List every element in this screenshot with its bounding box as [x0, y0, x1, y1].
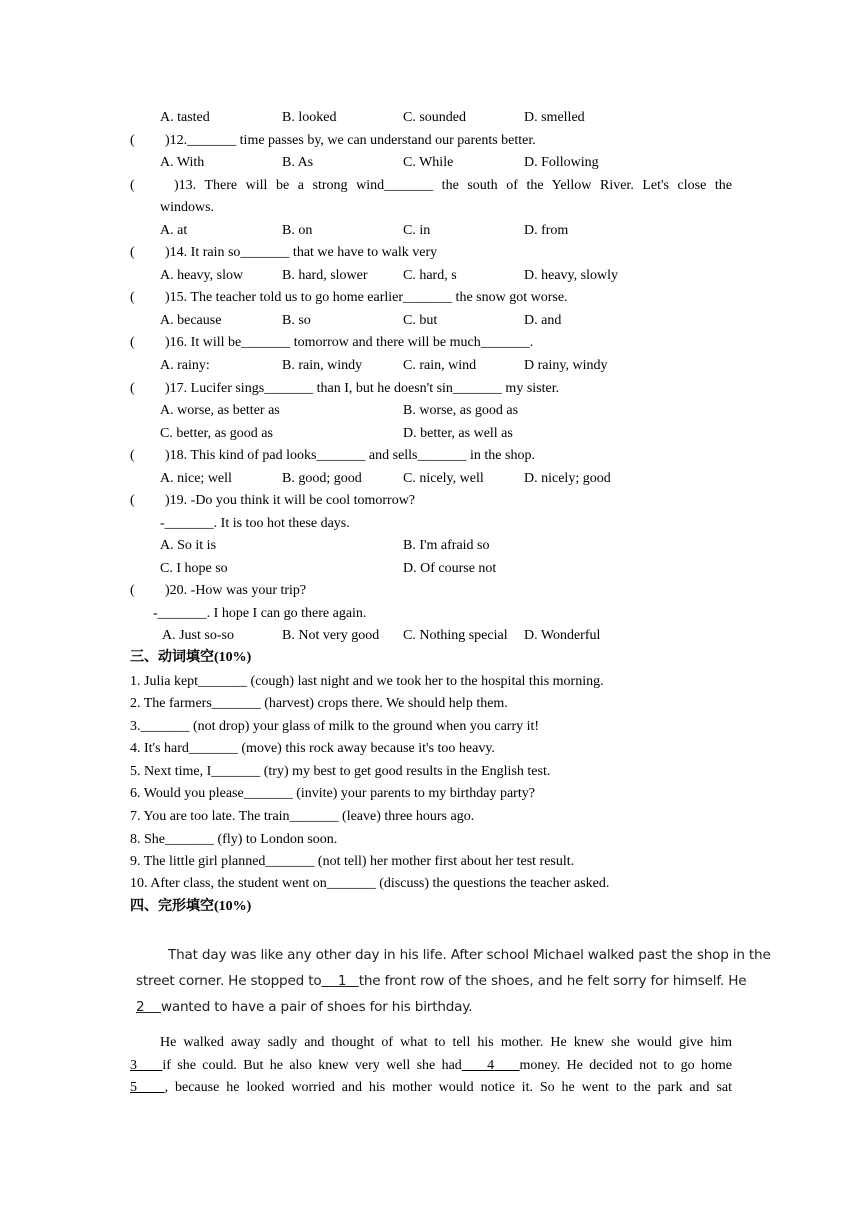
paragraph-line: 3 if she could. But he also knew very well she had 4 money. He decided not to go home: [130, 1057, 733, 1073]
question-text: )18. This kind of pad looks_______ and sells_______ in the shop.: [165, 448, 535, 463]
question-text: )15. The teacher told us to go home earlier_______ the snow got worse.: [165, 290, 568, 305]
option-d: D. better, as well as: [403, 426, 513, 441]
answer-paren: (: [130, 290, 135, 305]
option-c: C. better, as good as: [160, 426, 273, 441]
blank-3: 3: [130, 1057, 137, 1073]
option-d: D rainy, windy: [524, 358, 608, 373]
option-c: C. Nothing special: [403, 628, 508, 643]
question-text: )19. -Do you think it will be cool tomorrow?: [165, 493, 416, 508]
option-d: D. and: [524, 313, 562, 328]
option-b: B. rain, windy: [282, 358, 363, 373]
q11-option-a: A. tasted: [160, 110, 210, 125]
option-d: D. nicely; good: [524, 471, 611, 486]
option-a: A. With: [160, 155, 205, 170]
option-a: A. rainy:: [160, 358, 210, 373]
blank-2: 2: [136, 999, 145, 1015]
option-a: A. at: [160, 223, 188, 238]
passage-paragraph: [130, 1032, 732, 1100]
option-b: B. so: [282, 313, 311, 328]
option-c: C. but: [403, 313, 438, 328]
option-b: B. As: [282, 155, 314, 170]
q11-option-b: B. looked: [282, 110, 337, 125]
option-c: C. hard, s: [403, 268, 457, 283]
fill-item: 10. After class, the student went on_______ (discuss) the questions the teacher asked.: [130, 876, 610, 891]
answer-paren: (: [130, 583, 135, 598]
option-d: D. from: [524, 223, 569, 238]
section-heading: 四、完形填空(10%): [130, 899, 252, 914]
option-b: B. Not very good: [282, 628, 380, 643]
answer-paren: (: [130, 493, 135, 508]
question-text: )13. There will be a strong wind_______ the south of the Yellow River. Let's close the: [174, 178, 732, 193]
answer-paren: (: [130, 335, 135, 350]
blank-1: 1: [337, 973, 347, 989]
option-d: D. heavy, slowly: [524, 268, 618, 283]
fill-item: 3._______ (not drop) your glass of milk to the ground when you carry it!: [130, 719, 540, 734]
option-a: A. nice; well: [160, 471, 232, 486]
fill-item: 2. The farmers_______ (harvest) crops there. We should help them.: [130, 696, 508, 711]
passage-image: [132, 942, 771, 1022]
option-c: C. in: [403, 223, 431, 238]
option-a: A. Just so-so: [162, 628, 234, 643]
option-c: C. While: [403, 155, 454, 170]
paragraph-line: He walked away sadly and thought of what to tell his mother. He knew she would give him: [160, 1035, 732, 1050]
option-b: B. good; good: [282, 471, 362, 486]
fill-item: 4. It's hard_______ (move) this rock away because it's too heavy.: [130, 741, 495, 756]
answer-paren: (: [130, 133, 135, 148]
option-d: D. Wonderful: [524, 628, 601, 643]
question-text: )16. It will be_______ tomorrow and there will be much_______.: [165, 335, 534, 350]
option-a: A. worse, as better as: [160, 403, 280, 418]
option-d: D. Following: [524, 155, 599, 170]
paragraph-line: 5 , because he looked worried and his mother would notice it. So he went to the park and sat: [130, 1080, 733, 1095]
question-text: )12._______ time passes by, we can understand our parents better.: [165, 133, 536, 148]
question-text: )17. Lucifer sings_______ than I, but he doesn't sin_______ my sister.: [165, 381, 560, 396]
q11-option-c: C. sounded: [403, 110, 466, 125]
option-b: B. worse, as good as: [403, 403, 519, 418]
answer-paren: (: [130, 178, 135, 193]
passage-line: That day was like any other day in his life. After school Michael walked past the shop in the: [168, 947, 771, 963]
option-a: A. So it is: [160, 538, 217, 553]
option-d: D. Of course not: [403, 561, 497, 576]
fill-item: 8. She_______ (fly) to London soon.: [130, 832, 338, 847]
blank-5: 5: [130, 1080, 137, 1095]
option-a: A. because: [160, 313, 222, 328]
q11-option-d: D. smelled: [524, 110, 585, 125]
fill-item: 7. You are too late. The train_______ (leave) three hours ago.: [130, 809, 475, 824]
answer-paren: (: [130, 448, 135, 463]
answer-paren: (: [130, 381, 135, 396]
section-heading: 三、动词填空(10%): [130, 650, 252, 665]
fill-item: 5. Next time, I_______ (try) my best to get good results in the English test.: [130, 764, 551, 779]
blank-4: 4: [487, 1057, 495, 1073]
question-text-cont: windows.: [160, 200, 215, 215]
fill-item: 9. The little girl planned_______ (not tell) her mother first about her test result.: [130, 854, 575, 869]
option-c: C. nicely, well: [403, 471, 484, 486]
option-c: C. I hope so: [160, 561, 228, 576]
question-text-cont: -_______. It is too hot these days.: [160, 516, 350, 531]
passage-line: 2 wanted to have a pair of shoes for his birthday.: [136, 999, 473, 1015]
option-b: B. hard, slower: [282, 268, 368, 283]
fill-item: 6. Would you please_______ (invite) your parents to my birthday party?: [130, 786, 535, 801]
option-a: A. heavy, slow: [160, 268, 244, 283]
option-c: C. rain, wind: [403, 358, 477, 373]
option-b: B. I'm afraid so: [403, 538, 490, 553]
answer-paren: (: [130, 245, 135, 260]
question-text: )14. It rain so_______ that we have to walk very: [165, 245, 438, 260]
question-text: )20. -How was your trip?: [165, 583, 307, 598]
option-b: B. on: [282, 223, 313, 238]
question-text-cont: -_______. I hope I can go there again.: [153, 606, 367, 621]
passage-line: street corner. He stopped to 1 the front row of the shoes, and he felt sorry for himself. He: [136, 973, 747, 989]
fill-item: 1. Julia kept_______ (cough) last night and we took her to the hospital this morning.: [130, 674, 604, 689]
